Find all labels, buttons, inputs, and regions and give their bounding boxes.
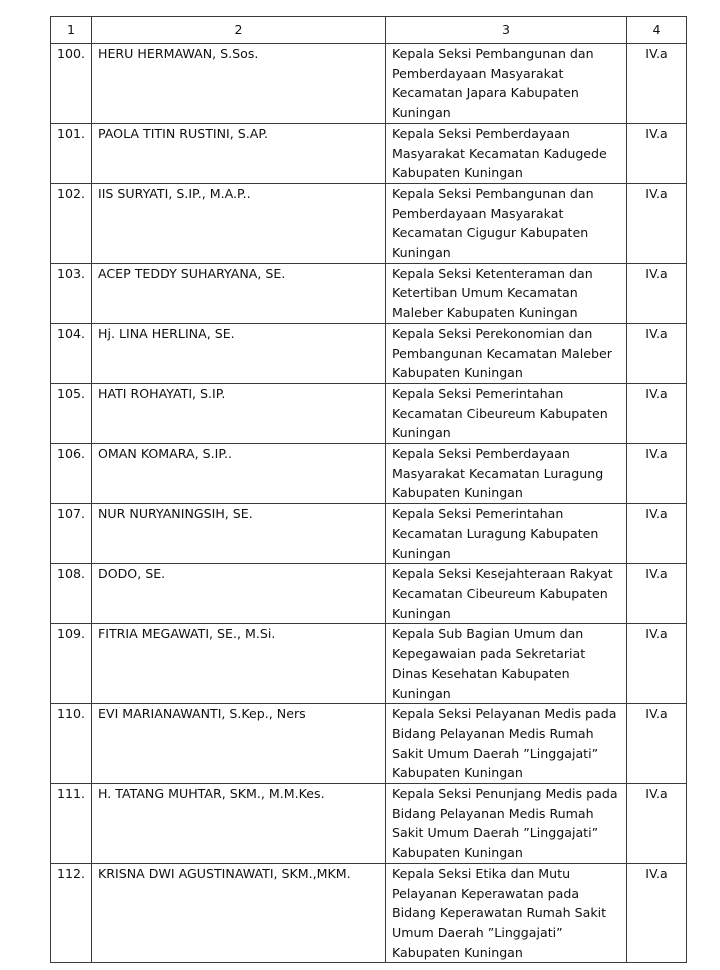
rank-grade: IV.a [627, 704, 687, 784]
row-number: 101. [51, 123, 92, 183]
table-row [51, 704, 687, 784]
rank-grade: IV.a [627, 263, 687, 323]
position-title: Kepala Seksi Ketenteraman dan Ketertiban Umum Kecamatan Maleber Kabupaten Kuningan [386, 263, 627, 323]
employee-name: H. TATANG MUHTAR, SKM., M.M.Kes. [92, 784, 386, 864]
position-title: Kepala Seksi Pemberdayaan Masyarakat Kecamatan Kadugede Kabupaten Kuningan [386, 123, 627, 183]
table-row [51, 863, 687, 963]
row-number: 102. [51, 183, 92, 263]
rank-grade: IV.a [627, 183, 687, 263]
header-col-position: 3 [386, 17, 627, 44]
employee-name: EVI MARIANAWANTI, S.Kep., Ners [92, 704, 386, 784]
header-col-number: 1 [51, 17, 92, 44]
rank-grade: IV.a [627, 784, 687, 864]
table-row [51, 624, 687, 704]
position-title: Kepala Seksi Pemerintahan Kecamatan Cibeureum Kabupaten Kuningan [386, 383, 627, 443]
position-title: Kepala Seksi Etika dan Mutu Pelayanan Keperawatan pada Bidang Keperawatan Rumah Sakit Umum Daerah ”Linggajati” Kabupaten Kuningan [386, 863, 627, 963]
position-title: Kepala Seksi Perekonomian dan Pembangunan Kecamatan Maleber Kabupaten Kuningan [386, 323, 627, 383]
employee-name: KRISNA DWI AGUSTINAWATI, SKM.,MKM. [92, 863, 386, 963]
rank-grade: IV.a [627, 504, 687, 564]
position-title: Kepala Seksi Penunjang Medis pada Bidang Pelayanan Medis Rumah Sakit Umum Daerah ”Linggajati” Kabupaten Kuningan [386, 784, 627, 864]
rank-grade: IV.a [627, 444, 687, 504]
table-row [51, 564, 687, 624]
position-title: Kepala Seksi Pembangunan dan Pemberdayaan Masyarakat Kecamatan Japara Kabupaten Kuningan [386, 44, 627, 124]
header-col-grade: 4 [627, 17, 687, 44]
employee-name: PAOLA TITIN RUSTINI, S.AP. [92, 123, 386, 183]
position-title: Kepala Seksi Pelayanan Medis pada Bidang Pelayanan Medis Rumah Sakit Umum Daerah ”Linggajati” Kabupaten Kuningan [386, 704, 627, 784]
row-number: 104. [51, 323, 92, 383]
rank-grade: IV.a [627, 863, 687, 963]
employee-name: Hj. LINA HERLINA, SE. [92, 323, 386, 383]
rank-grade: IV.a [627, 624, 687, 704]
row-number: 106. [51, 444, 92, 504]
header-col-name: 2 [92, 17, 386, 44]
row-number: 110. [51, 704, 92, 784]
row-number: 103. [51, 263, 92, 323]
employee-name: FITRIA MEGAWATI, SE., M.Si. [92, 624, 386, 704]
position-title: Kepala Seksi Pemerintahan Kecamatan Luragung Kabupaten Kuningan [386, 504, 627, 564]
rank-grade: IV.a [627, 44, 687, 124]
table-row [51, 183, 687, 263]
table-row [51, 123, 687, 183]
rank-grade: IV.a [627, 323, 687, 383]
employee-name: OMAN KOMARA, S.IP.. [92, 444, 386, 504]
table-row [51, 383, 687, 443]
row-number: 108. [51, 564, 92, 624]
row-number: 107. [51, 504, 92, 564]
rank-grade: IV.a [627, 383, 687, 443]
table-row [51, 444, 687, 504]
employee-name: HATI ROHAYATI, S.IP. [92, 383, 386, 443]
row-number: 112. [51, 863, 92, 963]
position-title: Kepala Sub Bagian Umum dan Kepegawaian pada Sekretariat Dinas Kesehatan Kabupaten Kuningan [386, 624, 627, 704]
rank-grade: IV.a [627, 123, 687, 183]
row-number: 111. [51, 784, 92, 864]
rank-grade: IV.a [627, 564, 687, 624]
table-row [51, 263, 687, 323]
position-title: Kepala Seksi Kesejahteraan Rakyat Kecamatan Cibeureum Kabupaten Kuningan [386, 564, 627, 624]
position-title: Kepala Seksi Pembangunan dan Pemberdayaan Masyarakat Kecamatan Cigugur Kabupaten Kuningan [386, 183, 627, 263]
row-number: 105. [51, 383, 92, 443]
table-row [51, 44, 687, 124]
header-row [51, 17, 687, 44]
row-number: 109. [51, 624, 92, 704]
row-number: 100. [51, 44, 92, 124]
table-row [51, 323, 687, 383]
employee-name: IIS SURYATI, S.IP., M.A.P.. [92, 183, 386, 263]
table-row [51, 504, 687, 564]
employee-name: HERU HERMAWAN, S.Sos. [92, 44, 386, 124]
employee-name: ACEP TEDDY SUHARYANA, SE. [92, 263, 386, 323]
position-title: Kepala Seksi Pemberdayaan Masyarakat Kecamatan Luragung Kabupaten Kuningan [386, 444, 627, 504]
table-row [51, 784, 687, 864]
personnel-table [50, 16, 687, 963]
employee-name: NUR NURYANINGSIH, SE. [92, 504, 386, 564]
employee-name: DODO, SE. [92, 564, 386, 624]
